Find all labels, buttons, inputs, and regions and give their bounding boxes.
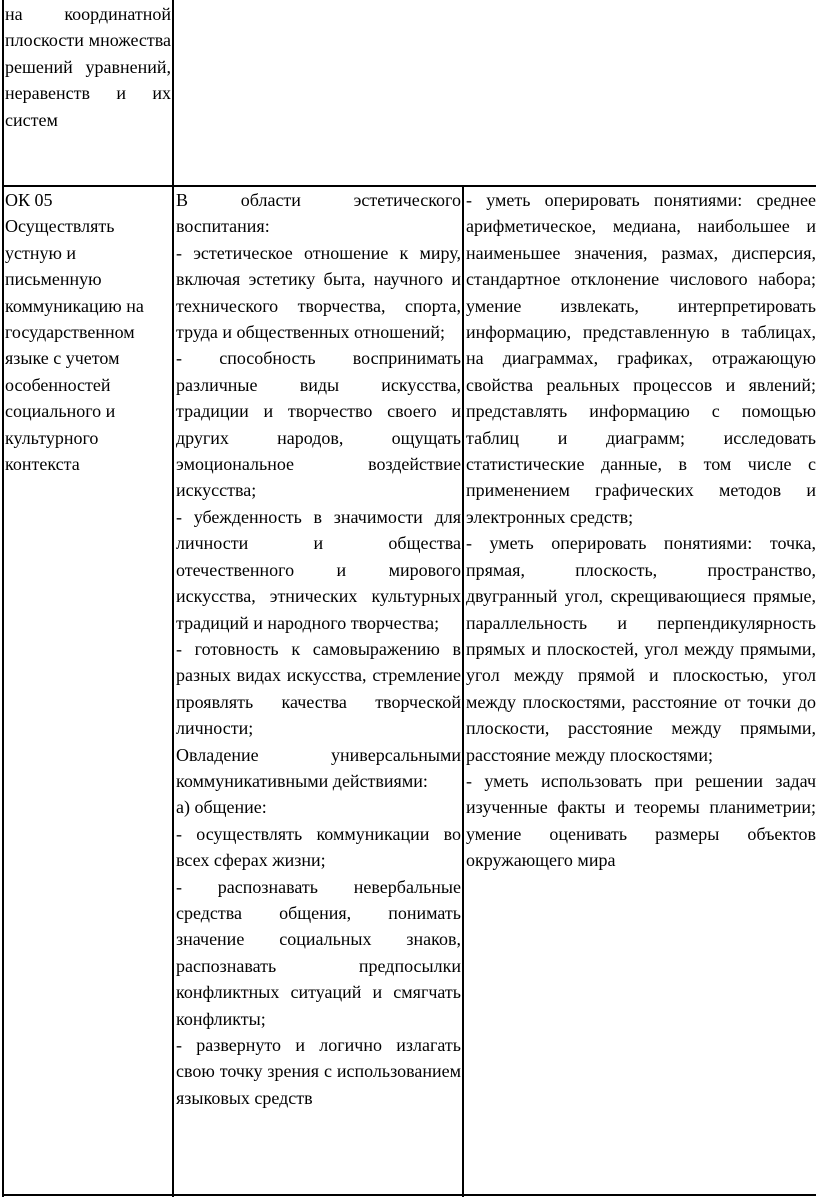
cell-paragraph: - способность воспринимать различные виды искусства, традиции и творчество своего и других народов, ощущать эмоциональное воздействие искусства;	[176, 348, 461, 501]
cell-paragraph: - уметь оперировать понятиями: точка, прямая, плоскость, пространство, двугранный угол, скрещивающиеся прямые, параллельность и перпендикулярность прямых и плоскостей, угол между прямыми, угол между прямой и плоскостью, угол между плоскостями, расстояние от точки до плоскости, расстояние между прямыми, расстояние между плоскостями;	[466, 533, 816, 765]
competency-code: ОК 05	[5, 190, 53, 210]
competency-description: Осуществлять устную и письменную коммуникацию на государственном языке с учетом особенностей социального и культурного контекста	[5, 216, 144, 475]
cell-paragraph: - осуществлять коммуникации во всех сферах жизни;	[176, 823, 461, 871]
cell-paragraph: Овладение универсальными коммуникативными действиями:	[176, 744, 461, 791]
cell-topic-continuation	[5, 1, 171, 187]
cell-paragraph: а) общение:	[176, 797, 267, 818]
cell-paragraph: на координатной плоскости множества решений уравнений, неравенств и их систем	[5, 4, 171, 130]
table-border-left	[2, 0, 4, 1197]
cell-paragraph: В области эстетического воспитания:	[176, 190, 461, 237]
cell-competency	[5, 187, 171, 887]
cell-paragraph: - уметь оперировать понятиями: среднее арифметическое, медиана, наибольшее и наименьшее значения, размах, дисперсия, стандартное отклонение числового набора; умение извлекать, интерпретировать информацию, представленную в таблицах, на диаграммах, графиках, отражающую свойства реальных процессов и явлений; представлять информацию с помощью таблиц и диаграмм; исследовать статистические данные, в том числе с применением графических методов и электронных средств;	[466, 190, 816, 527]
cell-paragraph: - уметь использовать при решении задач изученные факты и теоремы планиметрии; умение оценивать размеры объектов окружающего мира	[466, 770, 816, 871]
cell-personal-results	[176, 187, 461, 1197]
cell-paragraph: - эстетическое отношение к миру, включая эстетику быта, научного и технического творчества, спорта, труда и общественных отношений;	[176, 242, 461, 343]
cell-paragraph: - развернуто и логично излагать свою точку зрения с использованием языковых средств	[176, 1035, 461, 1108]
cell-subject-results	[466, 187, 816, 1197]
table-border-col2	[462, 186, 464, 1197]
cell-paragraph: - распознавать невербальные средства общения, понимать значение социальных знаков, распознавать предпосылки конфликтных ситуаций и смягчать конфликты;	[176, 876, 461, 1029]
cell-paragraph: - убежденность в значимости для личности и общества отечественного и мирового искусства, этнических культурных традиций и народного творчества;	[176, 506, 461, 633]
cell-paragraph: - готовность к самовыражению в разных видах искусства, стремление проявлять качества творческой личности;	[176, 638, 461, 739]
table-border-col1	[172, 0, 174, 1197]
